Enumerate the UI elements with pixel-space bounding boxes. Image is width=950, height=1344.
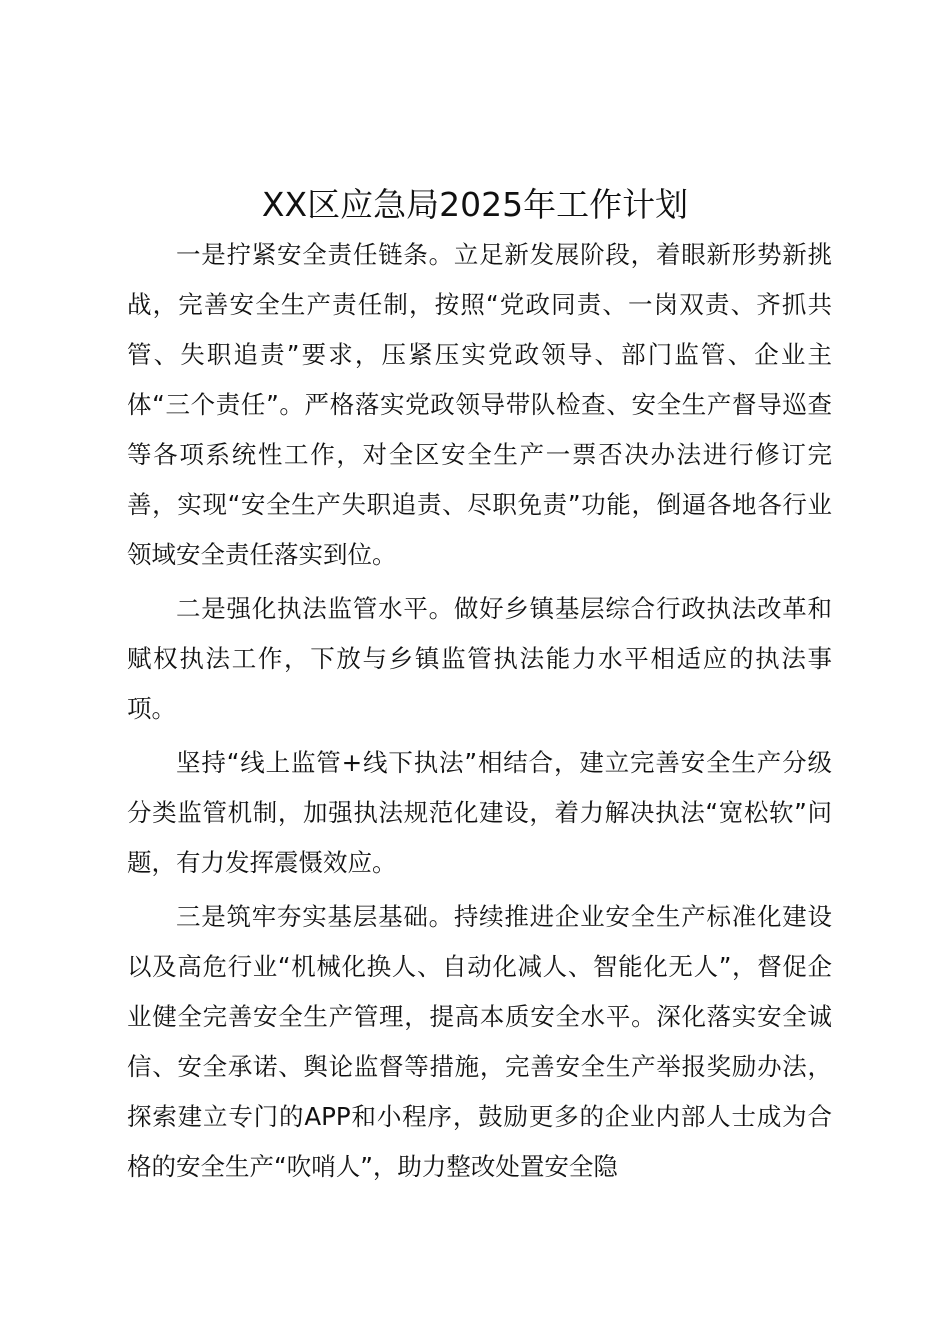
document-body [127, 230, 832, 1196]
document-title: XX区应急局2025年工作计划 [261, 185, 689, 224]
paragraph-responsibility: 一是拧紧安全责任链条。立足新发展阶段，着眼新形势新挑战，完善安全生产责任制，按照“党政同责、一岗双责、齐抓共管、失职追责”要求，压紧压实党政领导、部门监管、企业主体“三个责任”。严格落实党政领导带队检查、安全生产督导巡查等各项系统性工作，对全区安全生产一票否决办法进行修订完善，实现“安全生产失职追责、尽职免责”功能，倒逼各地各行业领域安全责任落实到位。 [127, 240, 832, 569]
paragraph-online-offline: 坚持“线上监管+线下执法”相结合，建立完善安全生产分级分类监管机制，加强执法规范化建设，着力解决执法“宽松软”问题，有力发挥震慑效应。 [127, 748, 832, 877]
paragraph-enforcement: 二是强化执法监管水平。做好乡镇基层综合行政执法改革和赋权执法工作，下放与乡镇监管执法能力水平相适应的执法事项。 [127, 594, 832, 723]
paragraph-grassroots: 三是筑牢夯实基层基础。持续推进企业安全生产标准化建设以及高危行业“机械化换人、自动化减人、智能化无人”，督促企业健全完善安全生产管理，提高本质安全水平。深化落实安全诚信、安全承诺、舆论监督等措施，完善安全生产举报奖励办法，探索建立专门的APP和小程序，鼓励更多的企业内部人士成为合格的安全生产“吹哨人”，助力整改处置安全隐 [127, 902, 832, 1181]
